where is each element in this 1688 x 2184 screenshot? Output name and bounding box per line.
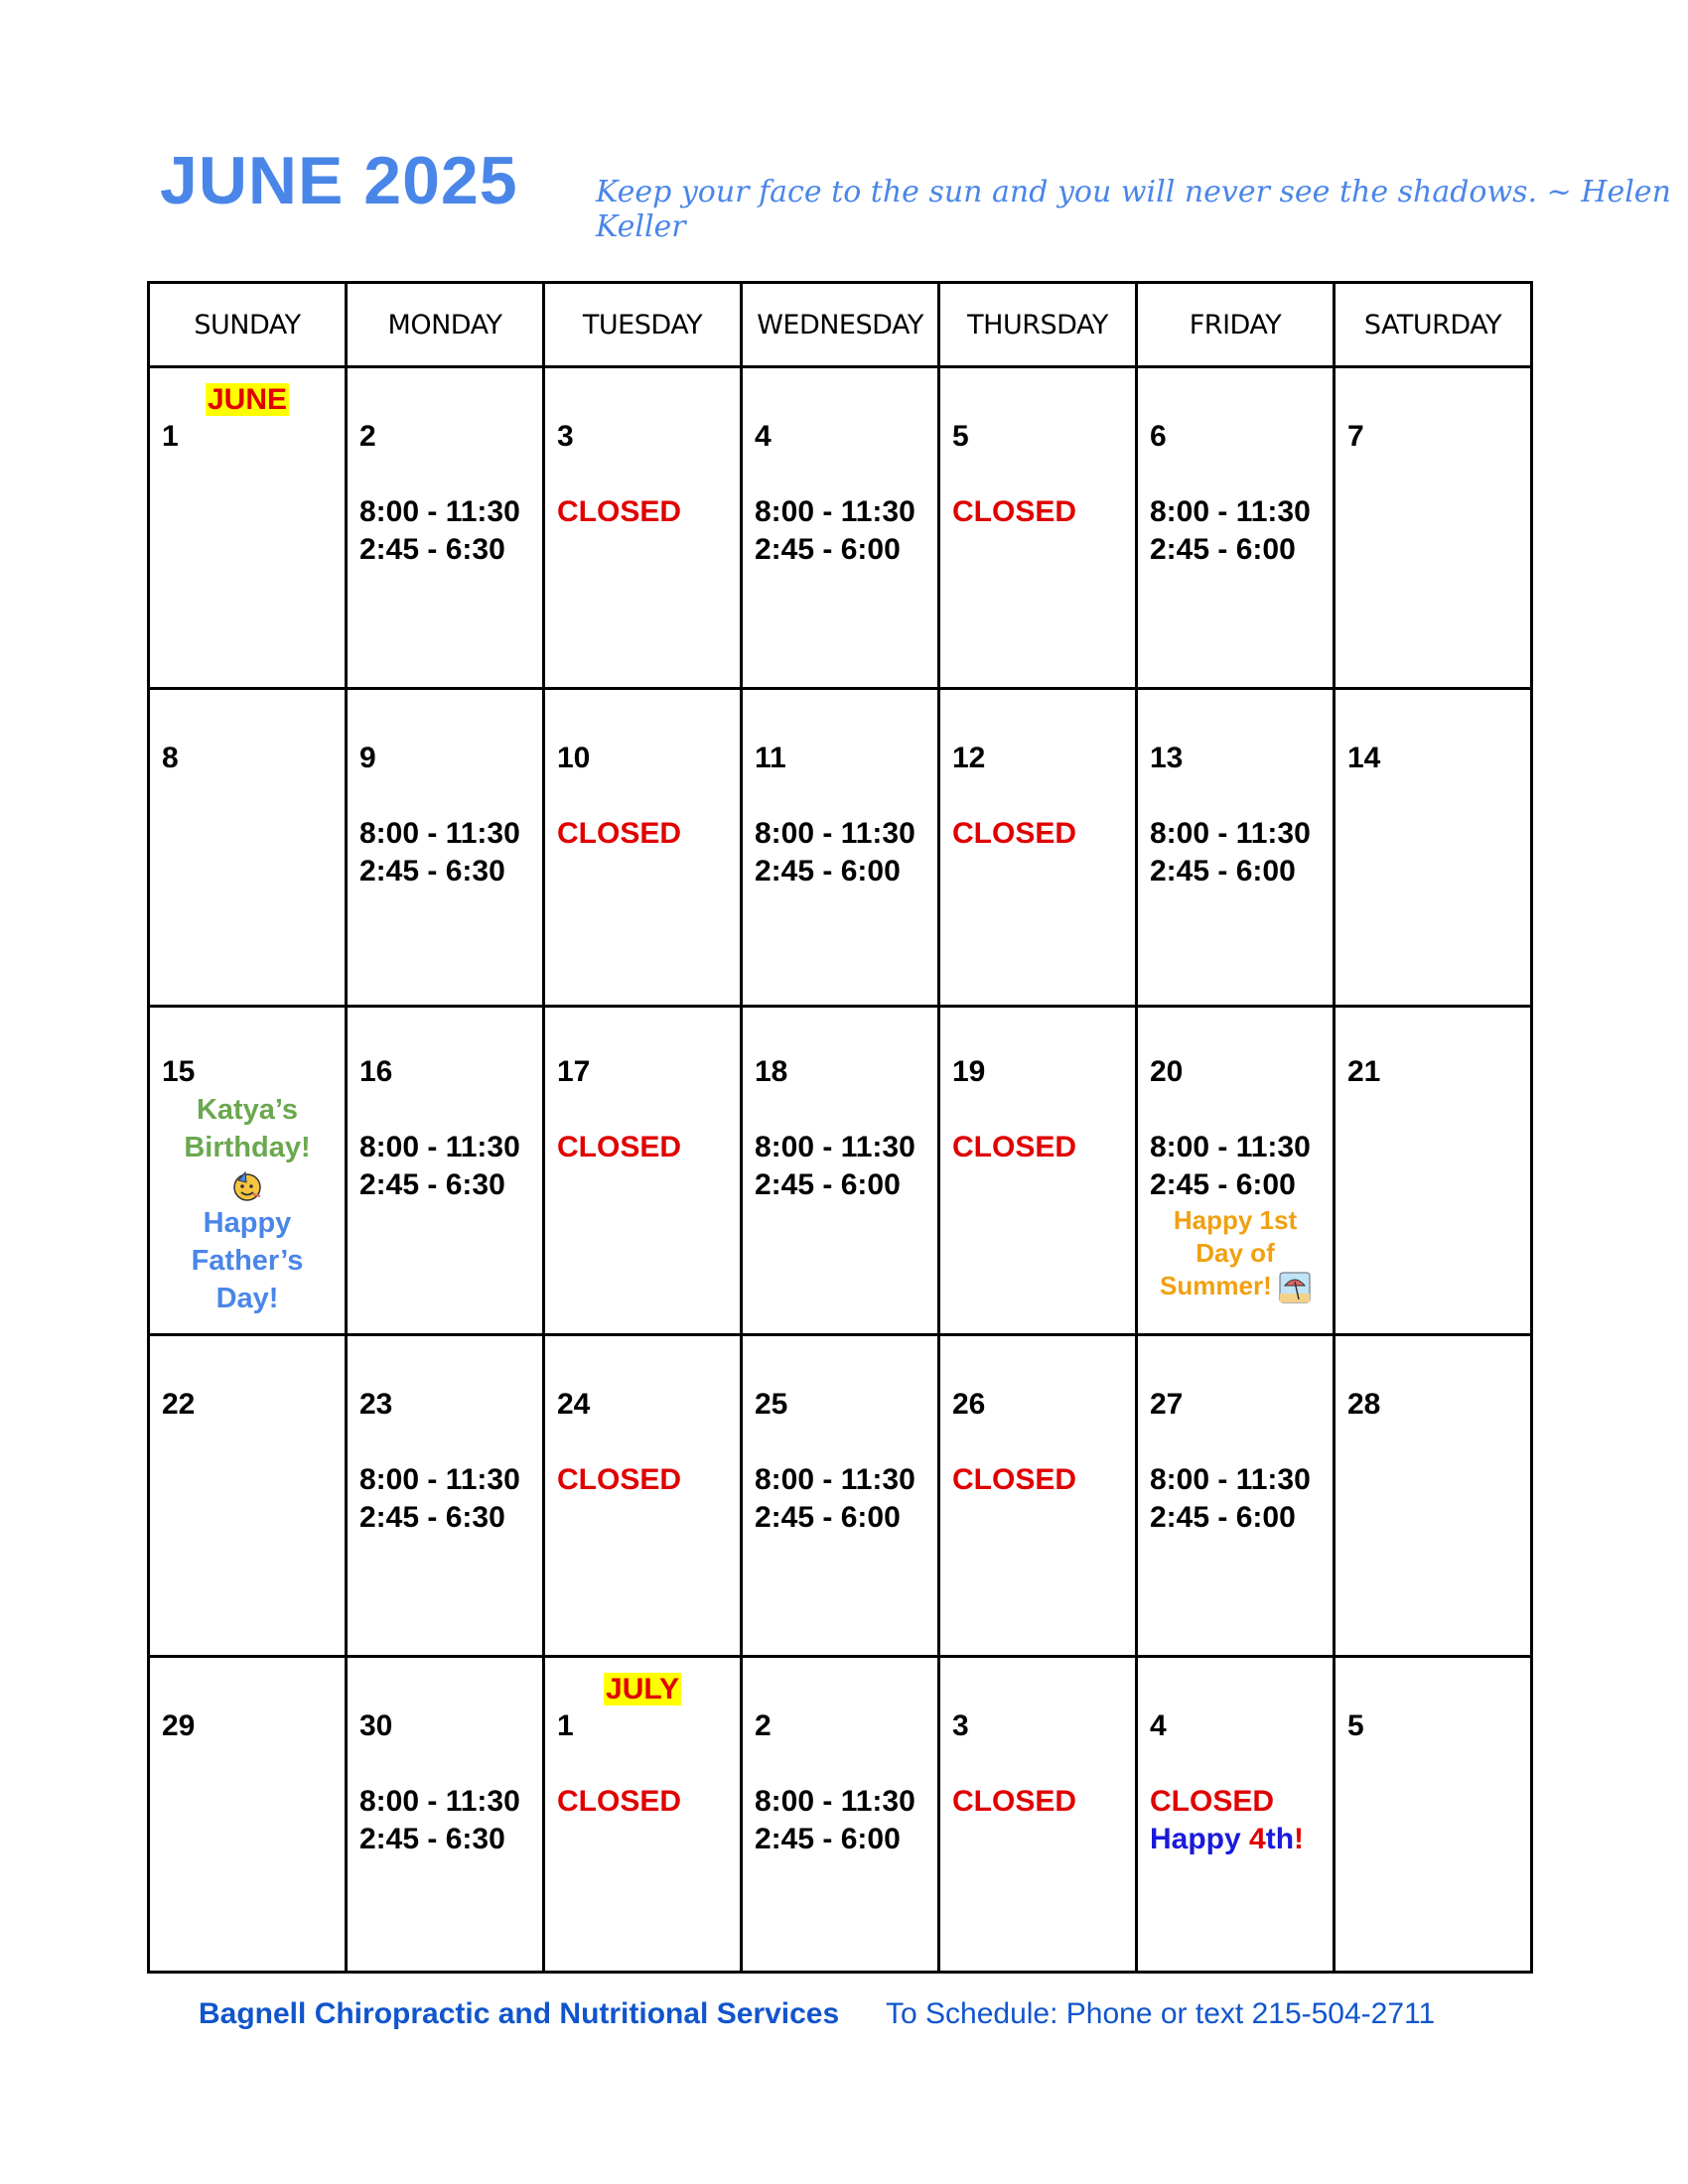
closed-label: CLOSED xyxy=(952,495,1077,528)
hours-afternoon: 2:45 - 6:30 xyxy=(359,1501,505,1534)
day-number: 5 xyxy=(952,420,969,453)
day-cell xyxy=(1335,367,1532,689)
month-tag: JULY xyxy=(606,1673,679,1706)
day-cell xyxy=(1137,689,1335,1007)
day-number: 25 xyxy=(755,1388,788,1421)
weekday-header: MONDAY xyxy=(347,283,544,367)
closed-label: CLOSED xyxy=(952,817,1077,850)
closed-label: CLOSED xyxy=(952,1463,1077,1496)
day-number: 13 xyxy=(1150,742,1184,774)
hours-morning: 8:00 - 11:30 xyxy=(359,495,520,528)
hours-morning: 8:00 - 11:30 xyxy=(755,495,915,528)
beach-umbrella-icon xyxy=(1279,1272,1311,1303)
day-number: 22 xyxy=(162,1388,196,1421)
hours-afternoon: 2:45 - 6:30 xyxy=(359,1168,505,1201)
summer-note: Happy 1st xyxy=(1173,1205,1298,1235)
hours-afternoon: 2:45 - 6:30 xyxy=(359,533,505,566)
day-cell xyxy=(149,1007,347,1335)
weekday-header-row xyxy=(149,283,1532,367)
hours-afternoon: 2:45 - 6:00 xyxy=(1150,855,1296,887)
summer-note: Day of xyxy=(1196,1238,1275,1268)
day-number: 12 xyxy=(952,742,986,774)
hours-afternoon: 2:45 - 6:00 xyxy=(1150,1501,1296,1534)
weekday-header: TUESDAY xyxy=(544,283,742,367)
calendar-grid xyxy=(147,281,1533,1974)
day-cell xyxy=(347,1657,544,1973)
day-number: 26 xyxy=(952,1388,986,1421)
hours-morning: 8:00 - 11:30 xyxy=(755,1463,915,1496)
day-cell xyxy=(544,1007,742,1335)
party-face-icon xyxy=(150,1166,345,1204)
closed-label: CLOSED xyxy=(557,1785,682,1818)
day-number: 19 xyxy=(952,1055,986,1088)
day-cell xyxy=(1137,1657,1335,1973)
day-number: 15 xyxy=(162,1055,196,1088)
schedule-info: To Schedule: Phone or text 215-504-2711 xyxy=(886,1997,1436,2030)
day-number: 5 xyxy=(1347,1709,1364,1742)
hours-afternoon: 2:45 - 6:00 xyxy=(755,1501,901,1534)
birthday-note: Birthday! xyxy=(184,1132,311,1163)
day-number: 4 xyxy=(755,420,772,453)
day-number: 8 xyxy=(162,742,179,774)
day-cell xyxy=(939,1007,1137,1335)
day-cell xyxy=(742,1335,939,1657)
day-cell xyxy=(347,367,544,689)
day-number: 23 xyxy=(359,1388,393,1421)
day-cell xyxy=(1137,1007,1335,1335)
day-cell xyxy=(1335,1007,1532,1335)
day-number: 11 xyxy=(755,742,786,774)
hours-afternoon: 2:45 - 6:30 xyxy=(359,855,505,887)
hours-afternoon: 2:45 - 6:00 xyxy=(755,533,901,566)
hours-afternoon: 2:45 - 6:00 xyxy=(755,1823,901,1855)
day-number: 24 xyxy=(557,1388,591,1421)
day-cell xyxy=(149,367,347,689)
hours-morning: 8:00 - 11:30 xyxy=(359,1463,520,1496)
day-cell xyxy=(1335,689,1532,1007)
day-cell xyxy=(544,367,742,689)
day-cell xyxy=(544,1335,742,1657)
weekday-header: THURSDAY xyxy=(939,283,1137,367)
day-cell xyxy=(742,689,939,1007)
day-number: 7 xyxy=(1347,420,1364,453)
day-cell xyxy=(1137,367,1335,689)
day-number: 18 xyxy=(755,1055,788,1088)
day-number: 16 xyxy=(359,1055,393,1088)
hours-afternoon: 2:45 - 6:00 xyxy=(1150,1168,1296,1201)
day-number: 27 xyxy=(1150,1388,1184,1421)
day-number: 3 xyxy=(557,420,574,453)
day-number: 1 xyxy=(557,1709,574,1742)
closed-label: CLOSED xyxy=(1150,1785,1275,1818)
closed-label: CLOSED xyxy=(557,817,682,850)
day-cell xyxy=(1137,1335,1335,1657)
day-number: 28 xyxy=(1347,1388,1381,1421)
hours-afternoon: 2:45 - 6:00 xyxy=(1150,533,1296,566)
day-number: 17 xyxy=(557,1055,591,1088)
hours-morning: 8:00 - 11:30 xyxy=(1150,817,1311,850)
day-cell xyxy=(742,1007,939,1335)
hours-morning: 8:00 - 11:30 xyxy=(1150,1463,1311,1496)
day-number: 21 xyxy=(1347,1055,1381,1088)
hours-morning: 8:00 - 11:30 xyxy=(1150,495,1311,528)
business-name: Bagnell Chiropractic and Nutritional Services xyxy=(199,1997,840,2030)
day-cell xyxy=(149,1657,347,1973)
day-number: 30 xyxy=(359,1709,393,1742)
day-cell xyxy=(347,1335,544,1657)
fathers-day-note: Happy xyxy=(203,1207,292,1239)
closed-label: CLOSED xyxy=(557,1131,682,1163)
day-cell xyxy=(1335,1657,1532,1973)
hours-afternoon: 2:45 - 6:30 xyxy=(359,1823,505,1855)
hours-morning: 8:00 - 11:30 xyxy=(1150,1131,1311,1163)
month-tag: JUNE xyxy=(207,383,288,416)
hours-afternoon: 2:45 - 6:00 xyxy=(755,855,901,887)
day-cell xyxy=(149,1335,347,1657)
weekday-header: SATURDAY xyxy=(1335,283,1532,367)
day-number: 14 xyxy=(1347,742,1381,774)
day-cell xyxy=(149,689,347,1007)
day-number: 10 xyxy=(557,742,591,774)
closed-label: CLOSED xyxy=(557,495,682,528)
hours-morning: 8:00 - 11:30 xyxy=(359,1131,520,1163)
weekday-header: WEDNESDAY xyxy=(742,283,939,367)
summer-note: Summer! xyxy=(1138,1270,1333,1303)
happy-4th-note: Happy 4th! xyxy=(1150,1823,1305,1855)
day-cell xyxy=(939,1335,1137,1657)
day-cell xyxy=(939,689,1137,1007)
hours-morning: 8:00 - 11:30 xyxy=(359,817,520,850)
day-cell xyxy=(939,367,1137,689)
hours-morning: 8:00 - 11:30 xyxy=(755,1785,915,1818)
day-number: 29 xyxy=(162,1709,196,1742)
day-cell xyxy=(742,1657,939,1973)
day-number: 4 xyxy=(1150,1709,1167,1742)
closed-label: CLOSED xyxy=(557,1463,682,1496)
day-cell xyxy=(347,689,544,1007)
day-cell xyxy=(544,1657,742,1973)
day-number: 1 xyxy=(162,420,179,453)
day-cell xyxy=(1335,1335,1532,1657)
day-cell xyxy=(742,367,939,689)
hours-afternoon: 2:45 - 6:00 xyxy=(755,1168,901,1201)
weekday-header: FRIDAY xyxy=(1137,283,1335,367)
closed-label: CLOSED xyxy=(952,1785,1077,1818)
day-cell xyxy=(939,1657,1137,1973)
day-cell xyxy=(544,689,742,1007)
fathers-day-note: Day! xyxy=(215,1283,279,1314)
day-number: 2 xyxy=(755,1709,772,1742)
week-row xyxy=(149,689,1532,1007)
day-number: 9 xyxy=(359,742,376,774)
page-title: JUNE 2025 xyxy=(160,143,518,218)
week-row xyxy=(149,1007,1532,1335)
day-number: 20 xyxy=(1150,1055,1184,1088)
day-number: 3 xyxy=(952,1709,969,1742)
quote: Keep your face to the sun and you will never see the shadows. ~ Helen Keller xyxy=(596,175,1671,244)
week-row xyxy=(149,1657,1532,1973)
day-cell xyxy=(347,1007,544,1335)
hours-morning: 8:00 - 11:30 xyxy=(755,817,915,850)
hours-morning: 8:00 - 11:30 xyxy=(755,1131,915,1163)
day-number: 6 xyxy=(1150,420,1167,453)
weekday-header: SUNDAY xyxy=(149,283,347,367)
week-row xyxy=(149,1335,1532,1657)
birthday-note: Katya’s xyxy=(196,1094,299,1126)
hours-morning: 8:00 - 11:30 xyxy=(359,1785,520,1818)
day-number: 2 xyxy=(359,420,376,453)
fathers-day-note: Father’s xyxy=(191,1245,304,1277)
week-row xyxy=(149,367,1532,689)
closed-label: CLOSED xyxy=(952,1131,1077,1163)
